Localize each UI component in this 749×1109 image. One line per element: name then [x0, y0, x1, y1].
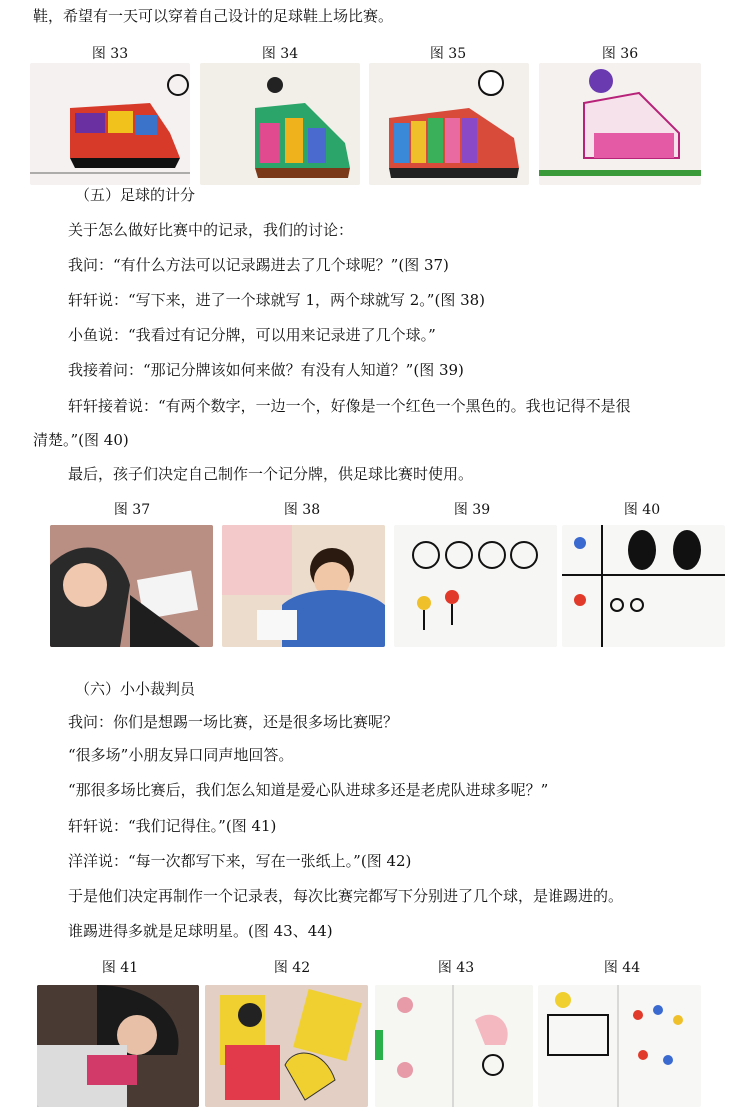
text-line: 谁踢进得多就是足球明星。(图 43、44) — [68, 922, 333, 940]
text-line: 小鱼说：“我看过有记分牌，可以用来记录进了几个球。” — [68, 326, 436, 344]
text-line: 轩轩说：“写下来，进了一个球就写 1，两个球就写 2。”(图 38) — [68, 291, 486, 309]
figure-caption-40: 图 40 — [623, 502, 661, 518]
paper-cards-photo — [205, 985, 368, 1107]
figure-caption-39: 图 39 — [453, 502, 491, 518]
section-heading: （六）小小裁判员 — [75, 680, 196, 698]
section-heading: （五）足球的计分 — [75, 186, 196, 204]
scoreboard-drawing-image — [562, 525, 725, 647]
figure-caption-37: 图 37 — [113, 502, 151, 518]
text-line: 于是他们决定再制作一个记录表，每次比赛完都写下分别进了几个球，是谁踢进的。 — [68, 887, 624, 905]
text-line: 洋洋说：“每一次都写下来，写在一张纸上。”(图 42) — [68, 852, 412, 870]
text-line: 轩轩接着说：“有两个数字，一边一个，好像是一个红色一个黑色的。我也记得不是很 — [68, 397, 631, 415]
text-line: “那很多场比赛后，我们怎么知道是爱心队进球多还是老虎队进球多呢？” — [68, 781, 549, 799]
text-line: 关于怎么做好比赛中的记录，我们的讨论： — [68, 221, 354, 239]
text-line: 我问：“有什么方法可以记录踢进去了几个球呢？”(图 37) — [68, 256, 449, 274]
scoreboard-drawing-image — [394, 525, 557, 647]
text-line: 轩轩说：“我们记得住。”(图 41) — [68, 817, 277, 835]
text-line: 最后，孩子们决定自己制作一个记分牌，供足球比赛时使用。 — [68, 465, 474, 483]
shoe-drawing-image — [200, 63, 360, 185]
shoe-drawing-image — [369, 63, 529, 185]
text-line: 清楚。”(图 40) — [33, 431, 129, 449]
text-line: 我接着问：“那记分牌该如何来做？有没有人知道？”(图 39) — [68, 361, 464, 379]
shoe-drawing-image — [539, 63, 701, 185]
figure-caption-36: 图 36 — [601, 46, 639, 62]
child-drawing-photo — [37, 985, 199, 1107]
record-sheet-drawing-image — [538, 985, 701, 1107]
text-line: 鞋，希望有一天可以穿着自己设计的足球鞋上场比赛。 — [33, 7, 394, 25]
text-line: “很多场”小朋友异口同声地回答。 — [68, 746, 294, 764]
figure-caption-42: 图 42 — [273, 960, 311, 976]
figure-caption-33: 图 33 — [91, 46, 129, 62]
child-writing-photo — [222, 525, 385, 647]
text-line: 我问：你们是想踢一场比赛，还是很多场比赛呢？ — [68, 713, 399, 731]
figure-caption-34: 图 34 — [261, 46, 299, 62]
figure-caption-35: 图 35 — [429, 46, 467, 62]
figure-caption-38: 图 38 — [283, 502, 321, 518]
figure-caption-41: 图 41 — [101, 960, 139, 976]
shoe-drawing-image — [30, 63, 190, 185]
child-writing-photo — [50, 525, 213, 647]
record-sheet-drawing-image — [375, 985, 533, 1107]
figure-caption-43: 图 43 — [437, 960, 475, 976]
figure-caption-44: 图 44 — [603, 960, 641, 976]
